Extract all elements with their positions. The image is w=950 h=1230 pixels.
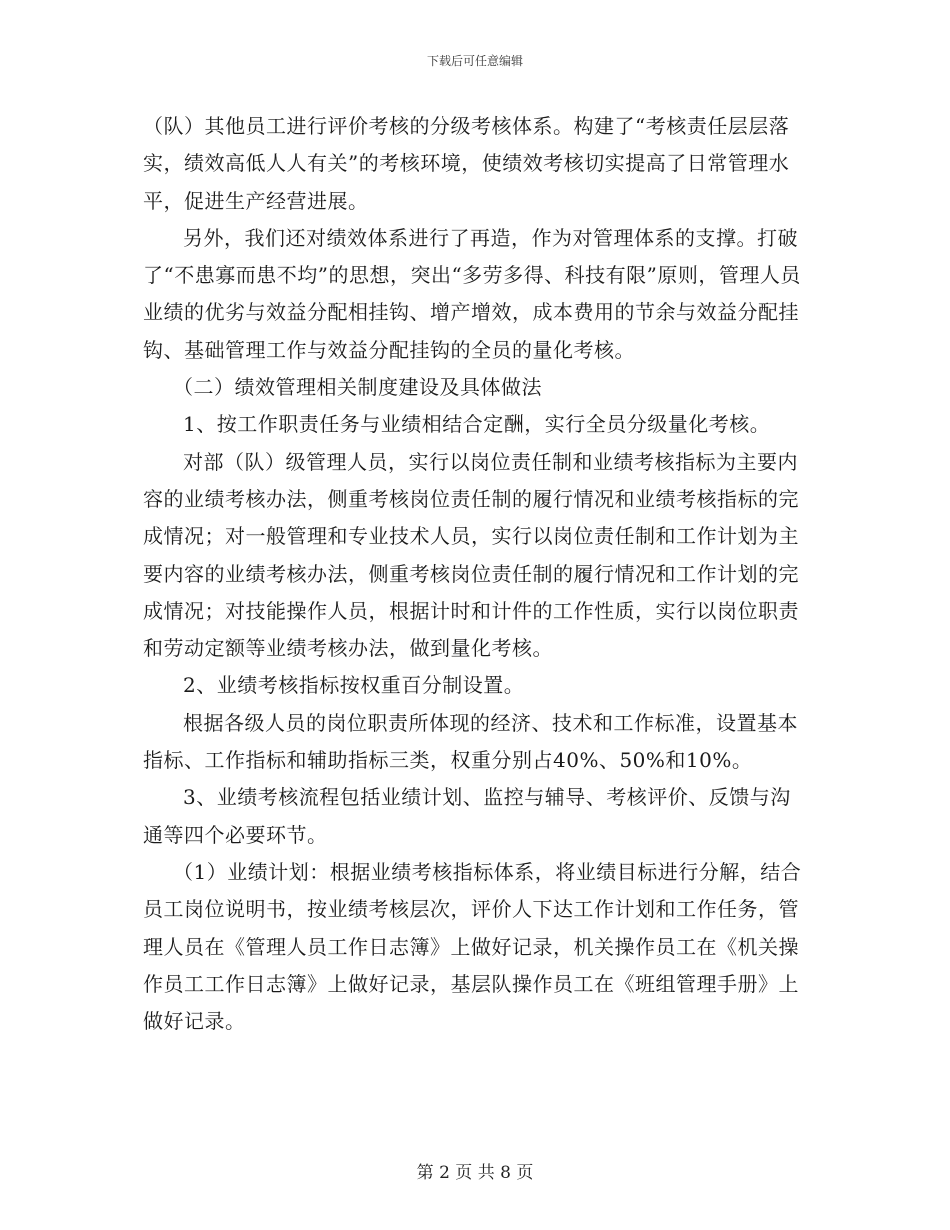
list-item-heading: 1、按工作职责任务与业绩相结合定酬，实行全员分级量化考核。 (183, 412, 771, 437)
list-item-heading: 2、业绩考核指标按权重百分制设置。 (183, 673, 525, 698)
section-heading: （二）绩效管理相关制度建设及具体做法 (173, 375, 542, 400)
paragraph: （1）业绩计划：根据业绩考核指标体系，将业绩目标进行分解，结合员工岗位说明书，按业绩考核层次，评价人下达工作计划和工作任务，管理人员在《管理人员工作日志簿》上做好记录，机关操作员工在《机关操作员工工作日志簿》上做好记录，基层队操作员工在《班组管理手册》上做好记录。 (143, 859, 802, 1034)
paragraph: 根据各级人员的岗位职责所体现的经济、技术和工作标准，设置基本指标、工作指标和辅助指标三类，权重分别占40%、50%和10%。 (143, 710, 798, 773)
paragraph: 对部（队）级管理人员，实行以岗位责任制和业绩考核指标为主要内容的业绩考核办法，侧重考核岗位责任制的履行情况和业绩考核指标的完成情况；对一般管理和专业技术人员，实行以岗位责任制和工作计划为主要内容的业绩考核办法，侧重考核岗位责任制的履行情况和工作计划的完成情况；对技能操作人员，根据计时和计件的工作性质，实行以岗位职责和劳动定额等业绩考核办法，做到量化考核。 (143, 449, 799, 661)
list-item-heading: 3、业绩考核流程包括业绩计划、监控与辅导、考核评价、反馈与沟通等四个必要环节。 (143, 785, 791, 847)
document-body (143, 108, 805, 1040)
paragraph: 另外，我们还对绩效体系进行了再造，作为对管理体系的支撑。打破了“不患寡而患不均”的思想，突出“多劳多得、科技有限”原则，管理人员业绩的优劣与效益分配相挂钩、增产增效，成本费用的节余与效益分配挂钩、基础管理工作与效益分配挂钩的全员的量化考核。 (143, 225, 801, 362)
page-number: 第 2 页 共 8 页 (416, 1163, 534, 1183)
paragraph-continuation: （队）其他员工进行评价考核的分级考核体系。构建了“考核责任层层落实，绩效高低人人有关”的考核环境，使绩效考核切实提高了日常管理水平，促进生产经营进展。 (143, 114, 790, 213)
page-header: 下载后可任意编辑 (426, 54, 523, 68)
